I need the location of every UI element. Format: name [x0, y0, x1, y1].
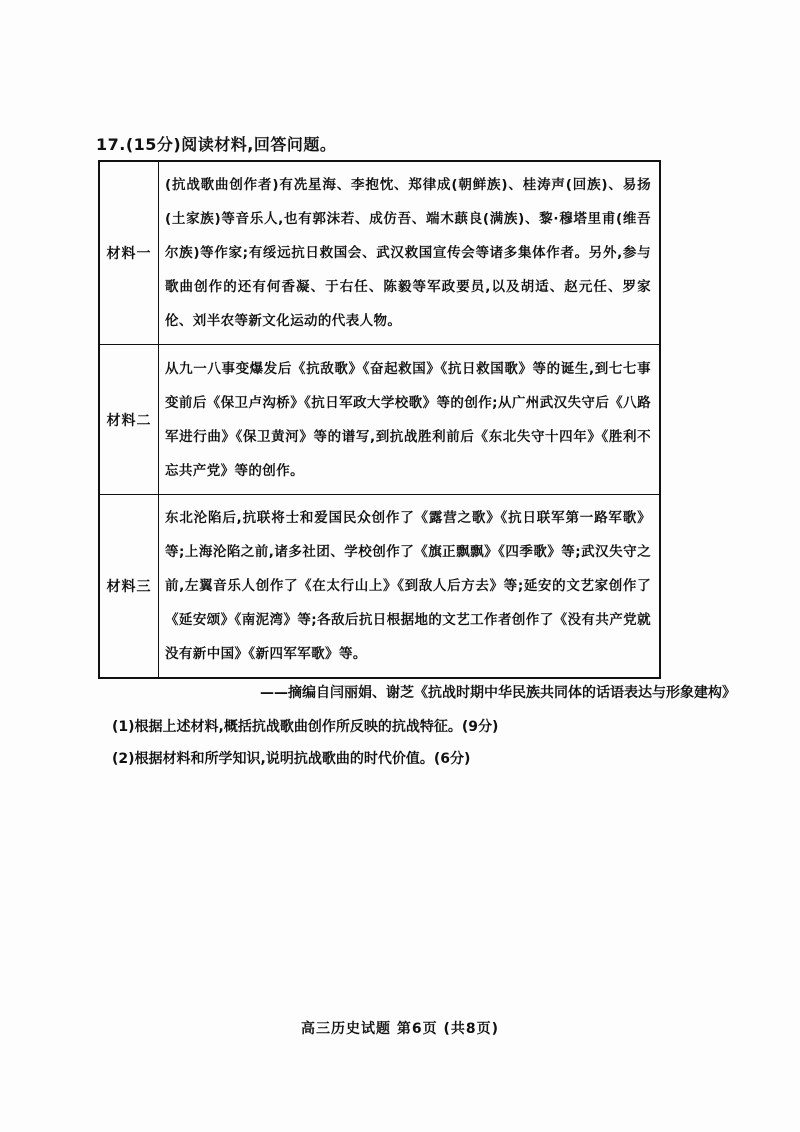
material-label: 材料三: [99, 495, 159, 679]
material-row: [99, 345, 660, 495]
material-text: 东北沦陷后,抗联将士和爱国民众创作了《露营之歌》《抗日联军第一路军歌》等;上海沦陷之前,诸多社团、学校创作了《旗正飘飘》《四季歌》等;武汉失守之前,左翼音乐人创作了《在太行山上》《到敌人后方去》等;延安的文艺家创作了《延安颂》《南泥湾》等;各敌后抗日根据地的文艺工作者创作了《没有共产党就没有新中国》《新四军军歌》等。: [159, 495, 661, 679]
material-label: 材料一: [99, 161, 159, 345]
sub-question-2: (2)根据材料和所学知识,说明抗战歌曲的时代价值。(6分): [112, 751, 471, 767]
material-text: 从九一八事变爆发后《抗敌歌》《奋起救国》《抗日救国歌》等的诞生,到七七事变前后《保卫卢沟桥》《抗日军政大学校歌》等的创作;从广州武汉失守后《八路军进行曲》《保卫黄河》等的谱写,到抗战胜利前后《东北失守十四年》《胜利不忘共产党》等的创作。: [159, 345, 661, 495]
materials-table: [98, 160, 661, 679]
page-footer: 高三历史试题 第6页 (共8页): [300, 1021, 500, 1037]
material-row: [99, 161, 660, 345]
material-row: [99, 495, 660, 679]
material-text: (抗战歌曲创作者)有冼星海、李抱忱、郑律成(朝鲜族)、桂涛声(回族)、易扬(土家族)等音乐人,也有郭沫若、成仿吾、端木蕻良(满族)、黎·穆塔里甫(维吾尔族)等作家;有绥远抗日救国会、武汉救国宣传会等诸多集体作者。另外,参与歌曲创作的还有何香凝、于右任、陈毅等军政要员,以及胡适、赵元任、罗家伦、刘半农等新文化运动的代表人物。: [159, 161, 661, 345]
source-citation: ——摘编自闫丽娟、谢芝《抗战时期中华民族共同体的话语表达与形象建构》: [260, 685, 736, 701]
material-label: 材料二: [99, 345, 159, 495]
sub-question-1: (1)根据上述材料,概括抗战歌曲创作所反映的抗战特征。(9分): [112, 719, 499, 735]
question-title: 17.(15分)阅读材料,回答问题。: [96, 135, 337, 154]
